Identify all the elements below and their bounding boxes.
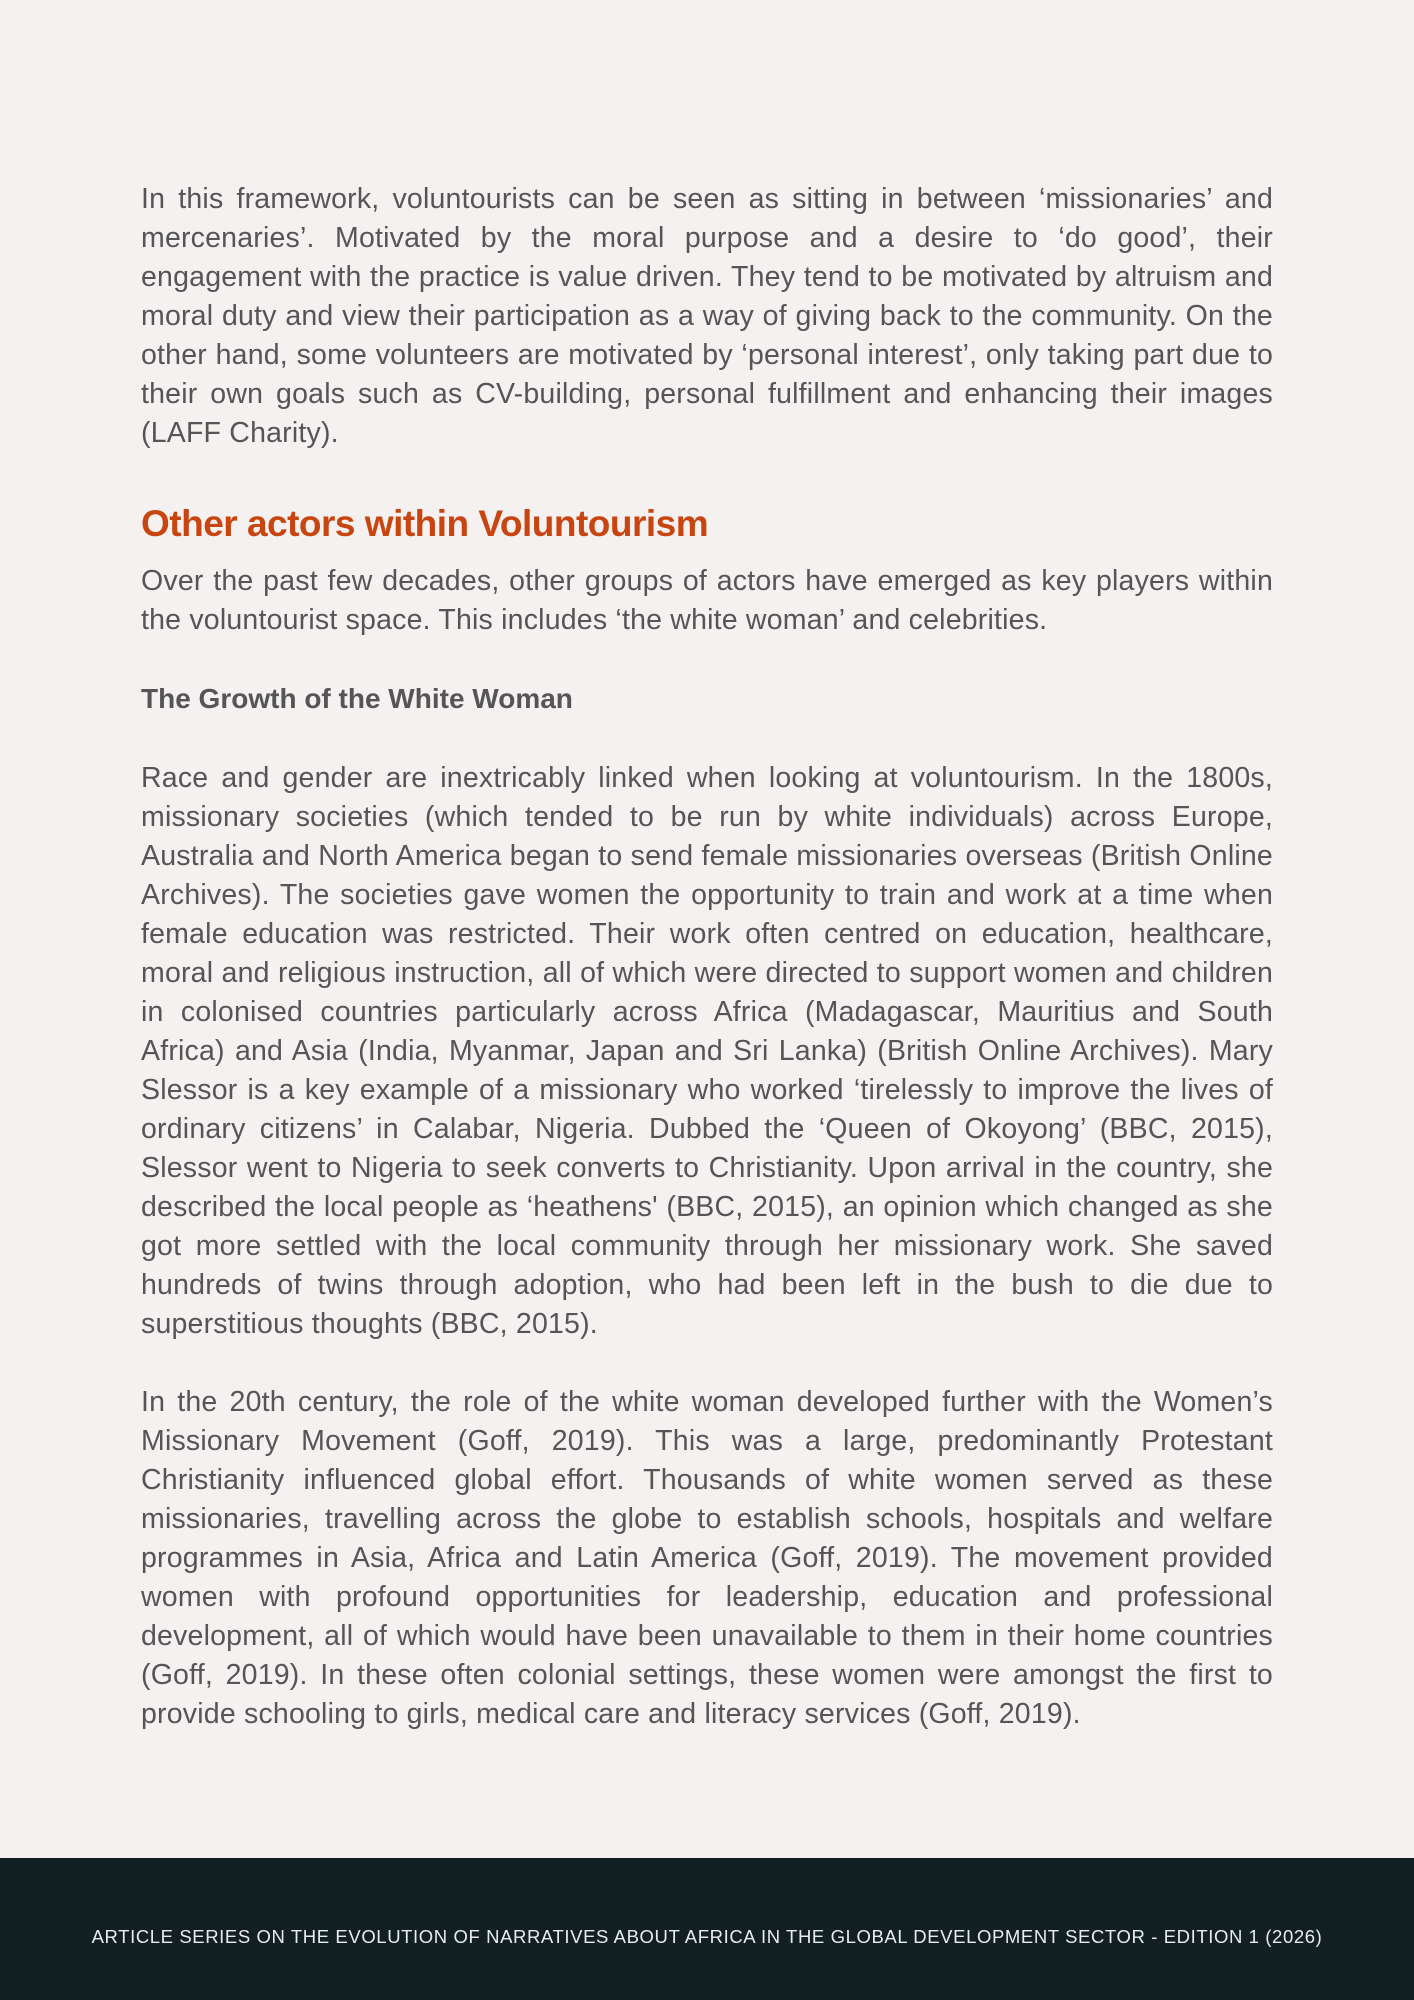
subsection-heading: The Growth of the White Woman: [141, 683, 573, 714]
article-body: [141, 180, 1273, 1734]
subsection-paragraph-2: In the 20th century, the role of the white woman developed further with the Women’s Missionary Movement (Goff, 2019). This was a large, predominantly Protestant Christianity influenced global effort. Thousands of white women served as these missionaries, travelling across the globe to establish schools, hospitals and welfare programmes in Asia, Africa and Latin America (Goff, 2019). The movement provided women with profound opportunities for leadership, education and professional development, all of which would have been unavailable to them in their home countries (Goff, 2019). In these often colonial settings, these women were amongst the first to provide schooling to girls, medical care and literacy services (Goff, 2019).: [141, 1386, 1273, 1730]
intro-paragraph: In this framework, voluntourists can be seen as sitting in between ‘missionaries’ and mercenaries’. Motivated by the moral purpose and a desire to ‘do good’, their engagement with the practice is value driven. They tend to be motivated by altruism and moral duty and view their participation as a way of giving back to the community. On the other hand, some volunteers are motivated by ‘personal interest’, only taking part due to their own goals such as CV-building, personal fulfillment and enhancing their images (LAFF Charity).: [141, 183, 1273, 449]
subsection-paragraph-1: Race and gender are inextricably linked when looking at voluntourism. In the 1800s, missionary societies (which tended to be run by white individuals) across Europe, Australia and North America began to send female missionaries overseas (British Online Archives). The societies gave women the opportunity to train and work at a time when female education was restricted. Their work often centred on education, healthcare, moral and religious instruction, all of which were directed to support women and children in colonised countries particularly across Africa (Madagascar, Mauritius and South Africa) and Asia (India, Myanmar, Japan and Sri Lanka) (British Online Archives). Mary Slessor is a key example of a missionary who worked ‘tirelessly to improve the lives of ordinary citizens’ in Calabar, Nigeria. Dubbed the ‘Queen of Okoyong’ (BBC, 2015), Slessor went to Nigeria to seek converts to Christianity. Upon arrival in the country, she described the local people as ‘heathens' (BBC, 2015), an opinion which changed as she got more settled with the local community through her missionary work. She saved hundreds of twins through adoption, who had been left in the bush to die due to superstitious thoughts (BBC, 2015).: [141, 762, 1273, 1340]
section-paragraph: Over the past few decades, other groups of actors have emerged as key players within the voluntourist space. This includes ‘the white woman’ and celebrities.: [141, 565, 1273, 636]
section-heading: Other actors within Voluntourism: [141, 503, 709, 544]
footer-text: ARTICLE SERIES ON THE EVOLUTION OF NARRATIVES ABOUT AFRICA IN THE GLOBAL DEVELOPMENT SECTOR - EDITION 1 (2026): [91, 1926, 1323, 1947]
